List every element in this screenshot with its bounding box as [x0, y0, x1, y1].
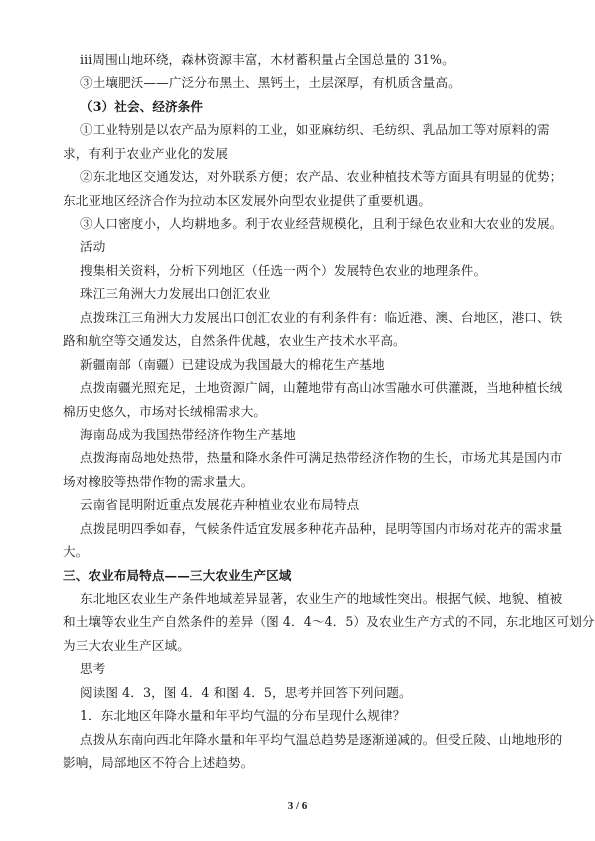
- text-line: iii周围山地环绕，森林资源丰富，木材蓄积量占全国总量的 31%。: [80, 52, 455, 67]
- text-line: ②东北地区交通发达，对外联系方便；农产品、农业种植技术等方面具有明显的优势；: [80, 169, 563, 184]
- text-line: 海南岛成为我国热带经济作物生产基地: [80, 427, 296, 442]
- text-line: 路和航空等交通发达，自然条件优越，农业生产技术水平高。: [63, 333, 406, 348]
- text-line: 点拨海南岛地处热带，热量和降水条件可满足热带经济作物的生长，市场尤其是国内市: [80, 450, 563, 465]
- text-line: 东北亚地区经济合作为拉动本区发展外向型农业提供了重要机遇。: [63, 193, 432, 208]
- text-line: 活动: [80, 239, 106, 254]
- text-line: 点拨从东南向西北年降水量和年平均气温总趋势是逐渐递减的。但受丘陵、山地地形的: [80, 732, 563, 747]
- text-line: 影响，局部地区不符合上述趋势。: [63, 755, 254, 770]
- section-heading: （3）社会、经济条件: [80, 99, 204, 114]
- section-heading: 三、农业布局特点——三大农业生产区域: [63, 568, 292, 583]
- text-line: 点拨珠江三角洲大力发展出口创汇农业的有利条件有：临近港、澳、台地区，港口、铁: [80, 310, 563, 325]
- text-line: 新疆南部（南疆）已建设成为我国最大的棉花生产基地: [80, 357, 385, 372]
- text-line: 为三大农业生产区域。: [63, 638, 190, 653]
- text-line: ③人口密度小，人均耕地多。利于农业经营规模化，且利于绿色农业和大农业的发展。: [80, 216, 563, 231]
- text-line: 思考: [80, 661, 106, 676]
- text-line: ③土壤肥沃——广泛分布黑土、黑钙土，土层深厚，有机质含量高。: [80, 75, 461, 90]
- text-line: 珠江三角洲大力发展出口创汇农业: [80, 286, 271, 301]
- text-line: 1．东北地区年降水量和年平均气温的分布呈现什么规律？: [80, 708, 406, 723]
- text-line: 求，有利于农业产业化的发展: [63, 146, 229, 161]
- text-line: 点拨昆明四季如春，气候条件适宜发展多种花卉品种，昆明等国内市场对花卉的需求量: [80, 521, 563, 536]
- text-line: 阅读图 4．3，图 4．4 和图 4．5，思考并回答下列问题。: [80, 685, 412, 700]
- text-line: 东北地区农业生产条件地域差异显著，农业生产的地域性突出。根据气候、地貌、植被: [80, 591, 563, 606]
- text-line: 云南省昆明附近重点发展花卉种植业农业布局特点: [80, 497, 360, 512]
- text-line: 大。: [63, 544, 89, 559]
- text-line: 棉历史悠久，市场对长绒棉需求大。: [63, 404, 267, 419]
- text-line: ①工业特别是以农产品为原料的工业，如亚麻纺织、毛纺织、乳品加工等对原料的需: [80, 122, 550, 137]
- page-number: 3 / 6: [287, 800, 308, 812]
- text-line: 搜集相关资料，分析下列地区（任选一两个）发展特色农业的地理条件。: [80, 263, 487, 278]
- text-line: 点拨南疆光照充足，土地资源广阔，山麓地带有高山冰雪融水可供灌溉，当地种植长绒: [80, 380, 563, 395]
- text-line: 和土壤等农业生产自然条件的差异（图 4．4～4．5）及农业生产方式的不同，东北地区可划分: [63, 614, 595, 629]
- text-line: 场对橡胶等热带作物的需求量大。: [63, 474, 254, 489]
